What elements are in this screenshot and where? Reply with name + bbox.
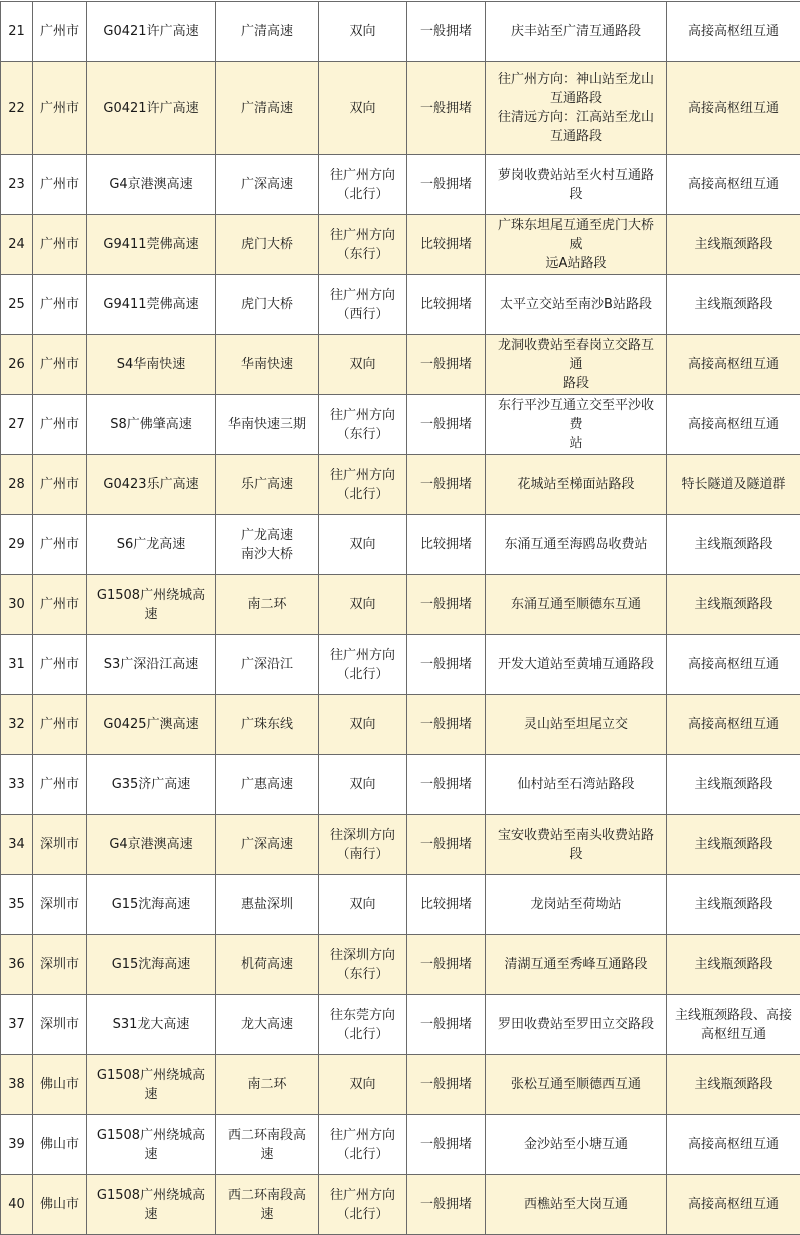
highway-cell: S8广佛肇高速 xyxy=(87,395,216,455)
city-cell: 广州市 xyxy=(33,2,87,62)
segment-cell: 西樵站至大岗互通 xyxy=(486,1175,667,1235)
highway-cell: S31龙大高速 xyxy=(87,995,216,1055)
highway-cell: G1508广州绕城高速 xyxy=(87,1055,216,1115)
type-cell: 主线瓶颈路段 xyxy=(667,935,800,995)
highway-cell: G1508广州绕城高速 xyxy=(87,1115,216,1175)
type-cell: 高接高枢纽互通 xyxy=(667,635,800,695)
city-cell: 佛山市 xyxy=(33,1055,87,1115)
highway-cell: G0423乐广高速 xyxy=(87,455,216,515)
congestion-level-cell: 一般拥堵 xyxy=(407,62,486,155)
congestion-level-cell: 一般拥堵 xyxy=(407,695,486,755)
segment-cell: 东行平沙互通立交至平沙收费 站 xyxy=(486,395,667,455)
city-cell: 佛山市 xyxy=(33,1115,87,1175)
table-row xyxy=(1,755,800,815)
table-row xyxy=(1,875,800,935)
section-cell: 广深高速 xyxy=(216,155,319,215)
city-cell: 广州市 xyxy=(33,755,87,815)
city-cell: 佛山市 xyxy=(33,1175,87,1235)
highway-cell: G1508广州绕城高速 xyxy=(87,1175,216,1235)
section-cell: 广清高速 xyxy=(216,62,319,155)
segment-cell: 萝岗收费站站至火村互通路段 xyxy=(486,155,667,215)
city-cell: 广州市 xyxy=(33,395,87,455)
table-row xyxy=(1,815,800,875)
type-cell: 高接高枢纽互通 xyxy=(667,155,800,215)
segment-cell: 广珠东坦尾互通至虎门大桥威 远A站路段 xyxy=(486,215,667,275)
table-row xyxy=(1,515,800,575)
highway-cell: G0421许广高速 xyxy=(87,62,216,155)
table-body xyxy=(1,2,800,1235)
direction-cell: 往广州方向 （北行） xyxy=(319,155,407,215)
city-cell: 广州市 xyxy=(33,215,87,275)
table-row xyxy=(1,1175,800,1235)
row-number-cell: 35 xyxy=(1,875,33,935)
direction-cell: 双向 xyxy=(319,755,407,815)
city-cell: 深圳市 xyxy=(33,815,87,875)
type-cell: 主线瓶颈路段 xyxy=(667,215,800,275)
direction-cell: 双向 xyxy=(319,515,407,575)
direction-cell: 双向 xyxy=(319,575,407,635)
row-number-cell: 31 xyxy=(1,635,33,695)
segment-cell: 张松互通至顺德西互通 xyxy=(486,1055,667,1115)
segment-cell: 东涌互通至海鸥岛收费站 xyxy=(486,515,667,575)
table-row xyxy=(1,455,800,515)
segment-cell: 往广州方向：神山站至龙山 互通路段 往清远方向：江高站至龙山 互通路段 xyxy=(486,62,667,155)
section-cell: 机荷高速 xyxy=(216,935,319,995)
city-cell: 深圳市 xyxy=(33,875,87,935)
row-number-cell: 26 xyxy=(1,335,33,395)
section-cell: 南二环 xyxy=(216,1055,319,1115)
congestion-level-cell: 比较拥堵 xyxy=(407,515,486,575)
city-cell: 深圳市 xyxy=(33,935,87,995)
highway-cell: G9411莞佛高速 xyxy=(87,275,216,335)
highway-cell: S6广龙高速 xyxy=(87,515,216,575)
highway-cell: S4华南快速 xyxy=(87,335,216,395)
segment-cell: 罗田收费站至罗田立交路段 xyxy=(486,995,667,1055)
highway-cell: G0425广澳高速 xyxy=(87,695,216,755)
direction-cell: 往广州方向 （西行） xyxy=(319,275,407,335)
row-number-cell: 27 xyxy=(1,395,33,455)
congestion-level-cell: 一般拥堵 xyxy=(407,155,486,215)
segment-cell: 东涌互通至顺德东互通 xyxy=(486,575,667,635)
table-row xyxy=(1,995,800,1055)
congestion-level-cell: 一般拥堵 xyxy=(407,1055,486,1115)
segment-cell: 灵山站至坦尾立交 xyxy=(486,695,667,755)
congestion-level-cell: 一般拥堵 xyxy=(407,335,486,395)
highway-cell: S3广深沿江高速 xyxy=(87,635,216,695)
section-cell: 龙大高速 xyxy=(216,995,319,1055)
direction-cell: 双向 xyxy=(319,1055,407,1115)
section-cell: 乐广高速 xyxy=(216,455,319,515)
direction-cell: 双向 xyxy=(319,335,407,395)
table-row xyxy=(1,1055,800,1115)
highway-cell: G4京港澳高速 xyxy=(87,155,216,215)
section-cell: 西二环南段高速 xyxy=(216,1175,319,1235)
direction-cell: 往深圳方向 （南行） xyxy=(319,815,407,875)
row-number-cell: 25 xyxy=(1,275,33,335)
type-cell: 高接高枢纽互通 xyxy=(667,62,800,155)
row-number-cell: 40 xyxy=(1,1175,33,1235)
direction-cell: 往广州方向 （北行） xyxy=(319,1175,407,1235)
direction-cell: 双向 xyxy=(319,2,407,62)
congestion-level-cell: 一般拥堵 xyxy=(407,1115,486,1175)
direction-cell: 往广州方向 （北行） xyxy=(319,455,407,515)
section-cell: 广清高速 xyxy=(216,2,319,62)
section-cell: 广深沿江 xyxy=(216,635,319,695)
section-cell: 南二环 xyxy=(216,575,319,635)
section-cell: 虎门大桥 xyxy=(216,275,319,335)
table-row xyxy=(1,935,800,995)
section-cell: 广珠东线 xyxy=(216,695,319,755)
direction-cell: 往广州方向 （北行） xyxy=(319,1115,407,1175)
segment-cell: 龙洞收费站至春岗立交路互通 路段 xyxy=(486,335,667,395)
table-row xyxy=(1,575,800,635)
segment-cell: 金沙站至小塘互通 xyxy=(486,1115,667,1175)
row-number-cell: 38 xyxy=(1,1055,33,1115)
segment-cell: 龙岗站至荷坳站 xyxy=(486,875,667,935)
congestion-level-cell: 比较拥堵 xyxy=(407,875,486,935)
city-cell: 广州市 xyxy=(33,62,87,155)
direction-cell: 往东莞方向 （北行） xyxy=(319,995,407,1055)
row-number-cell: 32 xyxy=(1,695,33,755)
highway-cell: G35济广高速 xyxy=(87,755,216,815)
highway-cell: G0421许广高速 xyxy=(87,2,216,62)
highway-cell: G15沈海高速 xyxy=(87,935,216,995)
highway-cell: G4京港澳高速 xyxy=(87,815,216,875)
table-row xyxy=(1,275,800,335)
congestion-level-cell: 一般拥堵 xyxy=(407,1175,486,1235)
type-cell: 高接高枢纽互通 xyxy=(667,395,800,455)
table-row xyxy=(1,695,800,755)
type-cell: 主线瓶颈路段 xyxy=(667,575,800,635)
segment-cell: 宝安收费站至南头收费站路段 xyxy=(486,815,667,875)
congestion-level-cell: 一般拥堵 xyxy=(407,635,486,695)
highway-cell: G15沈海高速 xyxy=(87,875,216,935)
direction-cell: 双向 xyxy=(319,695,407,755)
congestion-level-cell: 一般拥堵 xyxy=(407,2,486,62)
table-row xyxy=(1,62,800,155)
segment-cell: 花城站至梯面站路段 xyxy=(486,455,667,515)
direction-cell: 往深圳方向 （东行） xyxy=(319,935,407,995)
highway-cell: G9411莞佛高速 xyxy=(87,215,216,275)
city-cell: 广州市 xyxy=(33,635,87,695)
city-cell: 广州市 xyxy=(33,455,87,515)
table-row xyxy=(1,2,800,62)
congestion-level-cell: 一般拥堵 xyxy=(407,935,486,995)
congestion-level-cell: 一般拥堵 xyxy=(407,995,486,1055)
congestion-level-cell: 一般拥堵 xyxy=(407,755,486,815)
type-cell: 高接高枢纽互通 xyxy=(667,1175,800,1235)
section-cell: 广深高速 xyxy=(216,815,319,875)
row-number-cell: 39 xyxy=(1,1115,33,1175)
direction-cell: 双向 xyxy=(319,62,407,155)
type-cell: 高接高枢纽互通 xyxy=(667,335,800,395)
type-cell: 主线瓶颈路段 xyxy=(667,1055,800,1115)
type-cell: 特长隧道及隧道群 xyxy=(667,455,800,515)
type-cell: 高接高枢纽互通 xyxy=(667,695,800,755)
congestion-level-cell: 一般拥堵 xyxy=(407,455,486,515)
segment-cell: 清湖互通至秀峰互通路段 xyxy=(486,935,667,995)
city-cell: 广州市 xyxy=(33,275,87,335)
section-cell: 西二环南段高速 xyxy=(216,1115,319,1175)
city-cell: 广州市 xyxy=(33,695,87,755)
city-cell: 深圳市 xyxy=(33,995,87,1055)
row-number-cell: 36 xyxy=(1,935,33,995)
segment-cell: 仙村站至石湾站路段 xyxy=(486,755,667,815)
row-number-cell: 37 xyxy=(1,995,33,1055)
table-row xyxy=(1,1115,800,1175)
table-row xyxy=(1,215,800,275)
segment-cell: 太平立交站至南沙B站路段 xyxy=(486,275,667,335)
row-number-cell: 21 xyxy=(1,2,33,62)
type-cell: 主线瓶颈路段 xyxy=(667,275,800,335)
row-number-cell: 33 xyxy=(1,755,33,815)
city-cell: 广州市 xyxy=(33,335,87,395)
type-cell: 主线瓶颈路段 xyxy=(667,755,800,815)
section-cell: 广惠高速 xyxy=(216,755,319,815)
row-number-cell: 24 xyxy=(1,215,33,275)
direction-cell: 往广州方向 （北行） xyxy=(319,635,407,695)
row-number-cell: 22 xyxy=(1,62,33,155)
section-cell: 惠盐深圳 xyxy=(216,875,319,935)
section-cell: 华南快速三期 xyxy=(216,395,319,455)
congestion-level-cell: 比较拥堵 xyxy=(407,275,486,335)
city-cell: 广州市 xyxy=(33,515,87,575)
section-cell: 虎门大桥 xyxy=(216,215,319,275)
type-cell: 主线瓶颈路段 xyxy=(667,515,800,575)
segment-cell: 庆丰站至广清互通路段 xyxy=(486,2,667,62)
row-number-cell: 23 xyxy=(1,155,33,215)
segment-cell: 开发大道站至黄埔互通路段 xyxy=(486,635,667,695)
row-number-cell: 29 xyxy=(1,515,33,575)
section-cell: 华南快速 xyxy=(216,335,319,395)
city-cell: 广州市 xyxy=(33,155,87,215)
direction-cell: 往广州方向 （东行） xyxy=(319,215,407,275)
type-cell: 主线瓶颈路段、高接 高枢纽互通 xyxy=(667,995,800,1055)
type-cell: 高接高枢纽互通 xyxy=(667,2,800,62)
congestion-level-cell: 比较拥堵 xyxy=(407,215,486,275)
city-cell: 广州市 xyxy=(33,575,87,635)
table-row xyxy=(1,335,800,395)
table-row xyxy=(1,155,800,215)
congestion-level-cell: 一般拥堵 xyxy=(407,395,486,455)
highway-cell: G1508广州绕城高速 xyxy=(87,575,216,635)
direction-cell: 双向 xyxy=(319,875,407,935)
type-cell: 高接高枢纽互通 xyxy=(667,1115,800,1175)
congestion-level-cell: 一般拥堵 xyxy=(407,815,486,875)
row-number-cell: 34 xyxy=(1,815,33,875)
type-cell: 主线瓶颈路段 xyxy=(667,875,800,935)
congestion-level-cell: 一般拥堵 xyxy=(407,575,486,635)
row-number-cell: 28 xyxy=(1,455,33,515)
congestion-table xyxy=(0,1,800,1235)
direction-cell: 往广州方向 （东行） xyxy=(319,395,407,455)
table-row xyxy=(1,395,800,455)
type-cell: 主线瓶颈路段 xyxy=(667,815,800,875)
section-cell: 广龙高速 南沙大桥 xyxy=(216,515,319,575)
row-number-cell: 30 xyxy=(1,575,33,635)
table-row xyxy=(1,635,800,695)
